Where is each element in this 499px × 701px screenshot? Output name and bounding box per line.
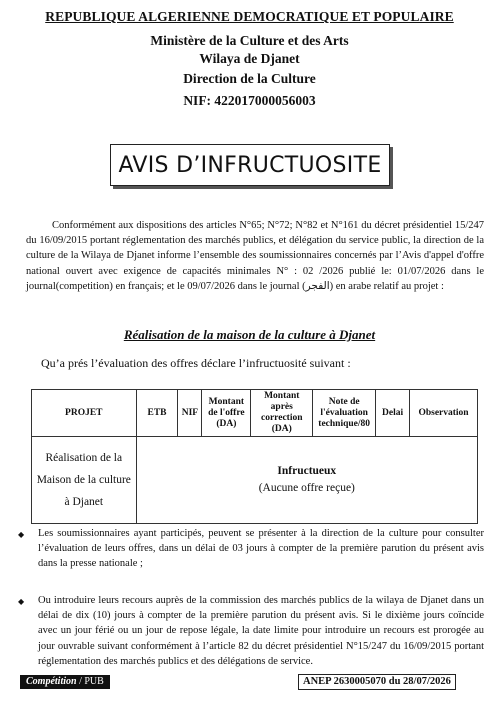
wilaya-heading: Wilaya de Djanet [199,51,300,66]
col-header-montant-offre: Montant de l'offre (DA) [202,390,251,437]
result-note: (Aucune offre reçue) [258,482,355,494]
col-header-observation: Observation [410,390,478,437]
ministry-heading: Ministère de la Culture et des Arts [150,33,349,48]
body-paragraph: Conformément aux dispositions des articles N°65; N°72; N°82 et N°161 du décret présidentiel 15/247 du 16/09/2015 portant réglementation des marchés publics, et délégation du service public, la direction de la culture de la Wilaya de Djanet informe l’ensemble des soumissionnaires concernés par l’Avis d'appel d'offre national ouvert avec exigence de capacités minimales N° : 02 /2026 publié le: 01/07/2026 dans le journal(competition) en français; et le 09/07/2026 dans le journal (الفجر) en arabe relatif au projet : [26,220,484,292]
col-header-delai: Delai [376,390,410,437]
pub-label: PUB [84,676,104,687]
bullet-diamond-icon: ◆ [18,597,25,606]
nif-heading: NIF: 422017000056003 [183,93,316,108]
col-header-etb: ETB [136,390,178,437]
result-cell [136,437,477,524]
notice-title-box [110,144,390,186]
bullet-consult-evaluation: Les soumissionnaires ayant participés, peuvent se présenter à la direction de la culture pour consulter l’évaluation de leurs offres, dans un délai de 03 jours à compter de la première parution du présent avis dans la presse nationale ; [38,528,484,570]
bullet-appeal-procedure: Ou introduire leurs recours auprès de la commission des marchés publics de la wilaya de Djanet dans un délai de dix (10) jours à compter de la première parution du présent avis. Si le dixième jours coïncide avec un jour férié ou un jour de repose légale, la date limite pour introduire un recours est prorogée au jour ouvrable suivant conformément à l’article 82 du décret présidentiel N°15/247 du 16/09/2015 portant réglementation des marchés publics et des délégations de service. [38,595,484,667]
table-header-row [32,390,478,437]
col-header-projet: PROJET [32,390,137,437]
col-header-nif: NIF [178,390,202,437]
col-header-note-technique: Note de l'évaluation technique/80 [313,390,376,437]
notice-title: AVIS D’INFRUCTUOSITE [118,152,382,178]
anep-reference: ANEP 2630005070 du 28/07/2026 [298,674,456,690]
project-cell: Réalisation de la Maison de la culture à Djanet [32,437,137,524]
publication-name: Compétition [26,676,77,687]
direction-heading: Direction de la Culture [183,71,316,86]
result-status: Infructueux [277,465,337,477]
table-row [32,437,478,524]
project-title: Réalisation de la maison de la culture à Djanet [123,327,376,342]
publication-tag: Compétition / PUB [20,675,110,689]
col-header-montant-correction: Montant après correction (DA) [251,390,313,437]
offers-table [31,389,478,524]
republic-heading: REPUBLIQUE ALGERIENNE DEMOCRATIQUE ET POPULAIRE [45,9,454,24]
bullet-diamond-icon: ◆ [18,530,25,539]
evaluation-statement: Qu’a prés l’évaluation des offres déclare l’infructuosité suivant : [41,356,351,370]
